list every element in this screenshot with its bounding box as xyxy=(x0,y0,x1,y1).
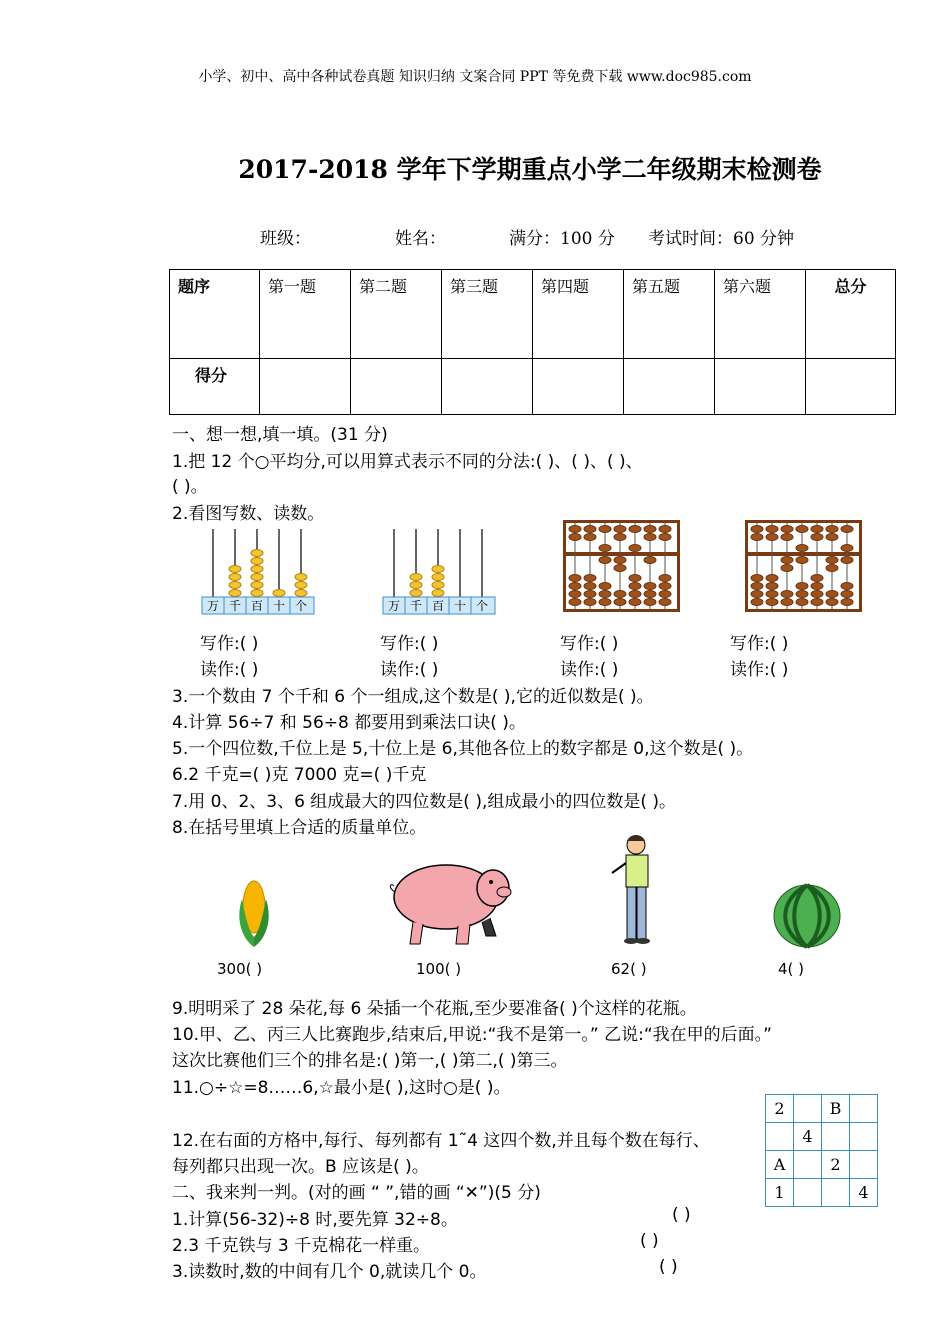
grid-cell xyxy=(822,1179,850,1207)
pig-illustration xyxy=(388,852,514,948)
grid-cell xyxy=(794,1095,822,1123)
read-blank[interactable]: 读作:( ) xyxy=(560,660,619,680)
page-header: 小学、初中、高中各种试卷真题 知识归纳 文案合同 PPT 等免费下载 www.doc985.com xyxy=(198,69,752,85)
question-12a: 12.在右面的方格中,每行、每列都有 1˜4 这四个数,并且每个数在每行、 xyxy=(172,1131,710,1151)
write-blank[interactable]: 写作:( ) xyxy=(730,634,789,654)
header-cell: 第三题 xyxy=(442,270,533,359)
name-label: 姓名： xyxy=(395,229,446,249)
score-table xyxy=(169,269,896,415)
judge-blank-3[interactable]: ( ) xyxy=(659,1257,678,1277)
exam-time: 考试时间：60 分钟 xyxy=(648,229,795,249)
question-8: 8.在括号里填上合适的质量单位。 xyxy=(172,818,427,838)
place-label: 百 xyxy=(431,599,445,613)
score-cell[interactable] xyxy=(533,359,624,415)
write-blank[interactable]: 写作:( ) xyxy=(560,634,619,654)
grid-cell: 4 xyxy=(850,1179,878,1207)
score-row-label: 得分 xyxy=(170,359,260,415)
question-6: 6.2 千克=( )克 7000 克=( )千克 xyxy=(172,765,427,785)
place-label: 十 xyxy=(272,599,286,613)
score-cell[interactable] xyxy=(260,359,351,415)
number-grid xyxy=(765,1094,878,1207)
grid-cell: 2 xyxy=(766,1095,794,1123)
place-label: 万 xyxy=(206,599,220,613)
grid-cell xyxy=(822,1123,850,1151)
read-blank[interactable]: 读作:( ) xyxy=(200,660,259,680)
abacus-2 xyxy=(745,520,862,612)
question-10b: 这次比赛他们三个的排名是:( )第一,( )第二,( )第三。 xyxy=(172,1051,568,1071)
question-7: 7.用 0、2、3、6 组成最大的四位数是( ),组成最小的四位数是( )。 xyxy=(172,792,677,812)
counting-frame-2 xyxy=(381,525,499,617)
score-cell[interactable] xyxy=(351,359,442,415)
question-1b: ( )。 xyxy=(172,477,208,497)
place-label: 百 xyxy=(250,599,264,613)
grid-cell xyxy=(766,1123,794,1151)
grid-cell: A xyxy=(766,1151,794,1179)
header-cell: 第六题 xyxy=(715,270,806,359)
exam-title: 2017-2018 学年下学期重点小学二年级期末检测卷 xyxy=(238,155,822,184)
grid-cell: B xyxy=(822,1095,850,1123)
score-cell[interactable] xyxy=(624,359,715,415)
header-cell: 第二题 xyxy=(351,270,442,359)
unit-blank[interactable]: 300( ) xyxy=(217,960,263,978)
section1-title: 一、想一想,填一填。(31 分) xyxy=(172,425,388,445)
grid-cell xyxy=(794,1179,822,1207)
corn-illustration xyxy=(232,877,277,952)
grid-cell xyxy=(850,1123,878,1151)
question-1a: 1.把 12 个○平均分,可以用算式表示不同的分法:( )、( )、( )、 xyxy=(172,452,643,472)
header-cell: 第五题 xyxy=(624,270,715,359)
score-cell[interactable] xyxy=(442,359,533,415)
place-label: 个 xyxy=(475,599,489,613)
question-2: 2.看图写数、读数。 xyxy=(172,504,325,524)
unit-blank[interactable]: 62( ) xyxy=(611,960,647,978)
question-4: 4.计算 56÷7 和 56÷8 都要用到乘法口诀( )。 xyxy=(172,713,526,733)
unit-blank[interactable]: 4( ) xyxy=(778,960,805,978)
boy-illustration xyxy=(606,833,662,948)
question-11: 11.○÷☆=8……6,☆最小是( ),这时○是( )。 xyxy=(172,1078,511,1098)
score-cell[interactable] xyxy=(806,359,896,415)
judge-question-3: 3.读数时,数的中间有几个 0,就读几个 0。 xyxy=(172,1262,487,1282)
question-3: 3.一个数由 7 个千和 6 个一组成,这个数是( ),它的近似数是( )。 xyxy=(172,687,654,707)
header-cell: 第四题 xyxy=(533,270,624,359)
place-label: 万 xyxy=(387,599,401,613)
full-score: 满分：100 分 xyxy=(509,229,615,249)
place-label: 千 xyxy=(409,599,423,613)
header-cell: 题序 xyxy=(170,270,260,359)
grid-cell: 4 xyxy=(794,1123,822,1151)
question-5: 5.一个四位数,千位上是 5,十位上是 6,其他各位上的数字都是 0,这个数是( )。 xyxy=(172,739,754,759)
grid-cell: 2 xyxy=(822,1151,850,1179)
write-blank[interactable]: 写作:( ) xyxy=(380,634,439,654)
unit-blank[interactable]: 100( ) xyxy=(416,960,462,978)
question-9: 9.明明采了 28 朵花,每 6 朵插一个花瓶,至少要准备( )个这样的花瓶。 xyxy=(172,999,697,1019)
class-label: 班级： xyxy=(260,229,311,249)
grid-cell: 1 xyxy=(766,1179,794,1207)
read-blank[interactable]: 读作:( ) xyxy=(380,660,439,680)
abacus-1 xyxy=(563,520,680,612)
judge-blank-1[interactable]: ( ) xyxy=(672,1205,691,1225)
judge-question-2: 2.3 千克铁与 3 千克棉花一样重。 xyxy=(172,1236,431,1256)
grid-cell xyxy=(794,1151,822,1179)
header-cell: 总分 xyxy=(806,270,896,359)
watermelon-illustration xyxy=(770,880,844,950)
question-10a: 10.甲、乙、丙三人比赛跑步,结束后,甲说:“我不是第一。” 乙说:“我在甲的后面。” xyxy=(172,1025,772,1045)
judge-question-1: 1.计算(56-32)÷8 时,要先算 32÷8。 xyxy=(172,1210,458,1230)
score-cell[interactable] xyxy=(715,359,806,415)
read-blank[interactable]: 读作:( ) xyxy=(730,660,789,680)
judge-blank-2[interactable]: ( ) xyxy=(640,1231,659,1251)
place-label: 个 xyxy=(294,599,308,613)
place-label: 十 xyxy=(453,599,467,613)
write-blank[interactable]: 写作:( ) xyxy=(200,634,259,654)
counting-frame-1 xyxy=(200,525,318,617)
grid-cell xyxy=(850,1095,878,1123)
grid-cell xyxy=(850,1151,878,1179)
header-cell: 第一题 xyxy=(260,270,351,359)
question-12b: 每列都只出现一次。B 应该是( )。 xyxy=(172,1157,429,1177)
place-label: 千 xyxy=(228,599,242,613)
section2-title: 二、我来判一判。(对的画 “ ”,错的画 “✕”)(5 分) xyxy=(172,1183,541,1203)
